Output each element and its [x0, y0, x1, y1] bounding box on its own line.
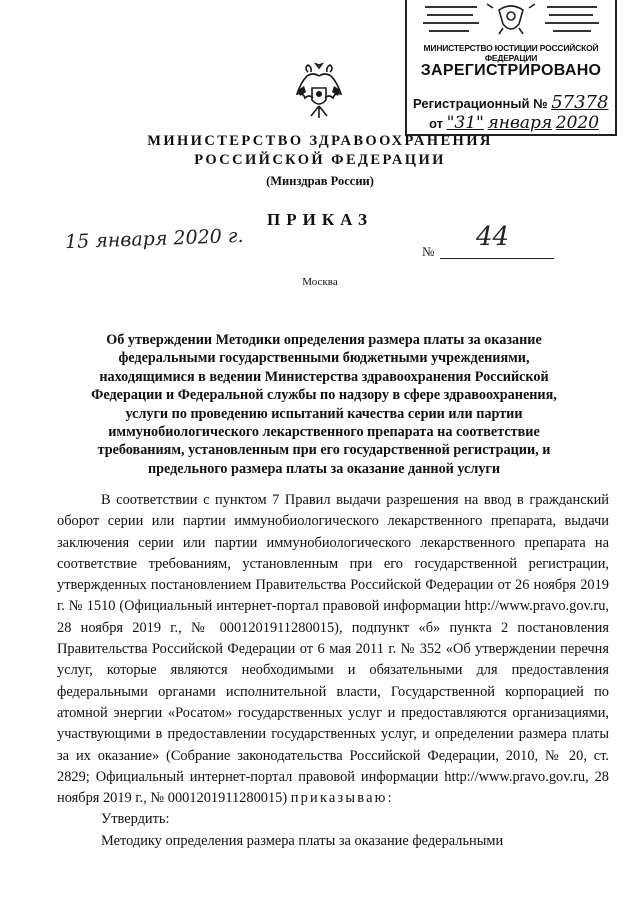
body-paragraph	[57, 490, 609, 809]
body-paragraph-text: В соответствии с пунктом 7 Правил выдачи разрешения на ввод в гражданский оборот серии или партии иммунобиологического лекарственного препарата, выдачи заключения серии или партии иммунобиологического лекарственного препарата на соответствие требованиям, установленным при его государственной регистрации, утвержденных постановлением Правительства Российской Федерации от 26 ноября 2019 г. № 1510 (Официальный интернет-портал правовой информации http://www.pravo.gov.ru, 28 ноября 2019 г., № 0001201911280015), подпункт «б» пункта 2 постановления Правительства Российской Федерации от 6 мая 2011 г. № 352 «Об утверждении перечня услуг, которые являются необходимыми и обязательными для предоставления федеральными органами исполнительной власти, Государственной корпорацией по атомной энергии «Росатом» государственных услуг и предоставляются организациями, участвующими в предоставлении государственных услуг, и определении размера платы за их оказание» (Собрание законодательства Российской Федерации, 2010, № 20, ст. 2829; Официальный интернет-портал правовой информации http://www.pravo.gov.ru, 28 ноября 2019 г., № 0001201911280015)	[57, 492, 609, 807]
coat-of-arms-icon	[294, 62, 344, 122]
stamp-reg-number: 57378	[551, 92, 609, 113]
stamp-agency: МИНИСТЕРСТВО ЮСТИЦИИ РОССИЙСКОЙ ФЕДЕРАЦИИ	[423, 43, 599, 63]
directive-word: приказываю:	[290, 790, 394, 807]
stamp-reg-label: Регистрационный №	[413, 96, 548, 111]
order-number-underline	[440, 258, 554, 259]
item-1-text: Методику определения размера платы за оказание федеральными	[101, 832, 504, 849]
ministry-name-line2: РОССИЙСКОЙ ФЕДЕРАЦИИ	[194, 152, 446, 168]
document-body	[57, 490, 609, 852]
ministry-short-name: (Минздрав России)	[266, 174, 374, 188]
stamp-seal-graphic	[407, 0, 615, 44]
stamp-date-year: 2020	[555, 113, 600, 133]
stamp-status: ЗАРЕГИСТРИРОВАНО	[420, 62, 602, 79]
stamp-date-month: января	[487, 113, 553, 133]
order-date: 15 января 2020 г.	[64, 224, 244, 254]
document-type: ПРИКАЗ	[267, 210, 373, 229]
registration-stamp	[405, 0, 617, 136]
stamp-date-row	[429, 113, 599, 133]
stamp-date-prefix: от	[429, 116, 443, 131]
stamp-date-day: "31"	[446, 113, 484, 133]
document-title: Об утверждении Методики определения размера платы за оказание федеральными государственными бюджетными учреждениями, находящимися в ведении Министерства здравоохранения Российской Федерации и Федеральной службы по надзору в сфере здравоохранения, услуги по проведению испытаний качества серии или партии иммунобиологического лекарственного препарата на соответствие требованиям, установленным при его государственной регистрации, и предельного размера платы за оказание данной услуги	[91, 332, 557, 477]
order-number: 44	[476, 222, 510, 252]
approve-line: Утвердить:	[101, 811, 170, 828]
ministry-name-line1: МИНИСТЕРСТВО ЗДРАВООХРАНЕНИЯ	[147, 133, 493, 149]
stamp-registration-row	[413, 92, 608, 113]
order-city: Москва	[302, 276, 338, 288]
order-number-label: №	[422, 244, 435, 259]
